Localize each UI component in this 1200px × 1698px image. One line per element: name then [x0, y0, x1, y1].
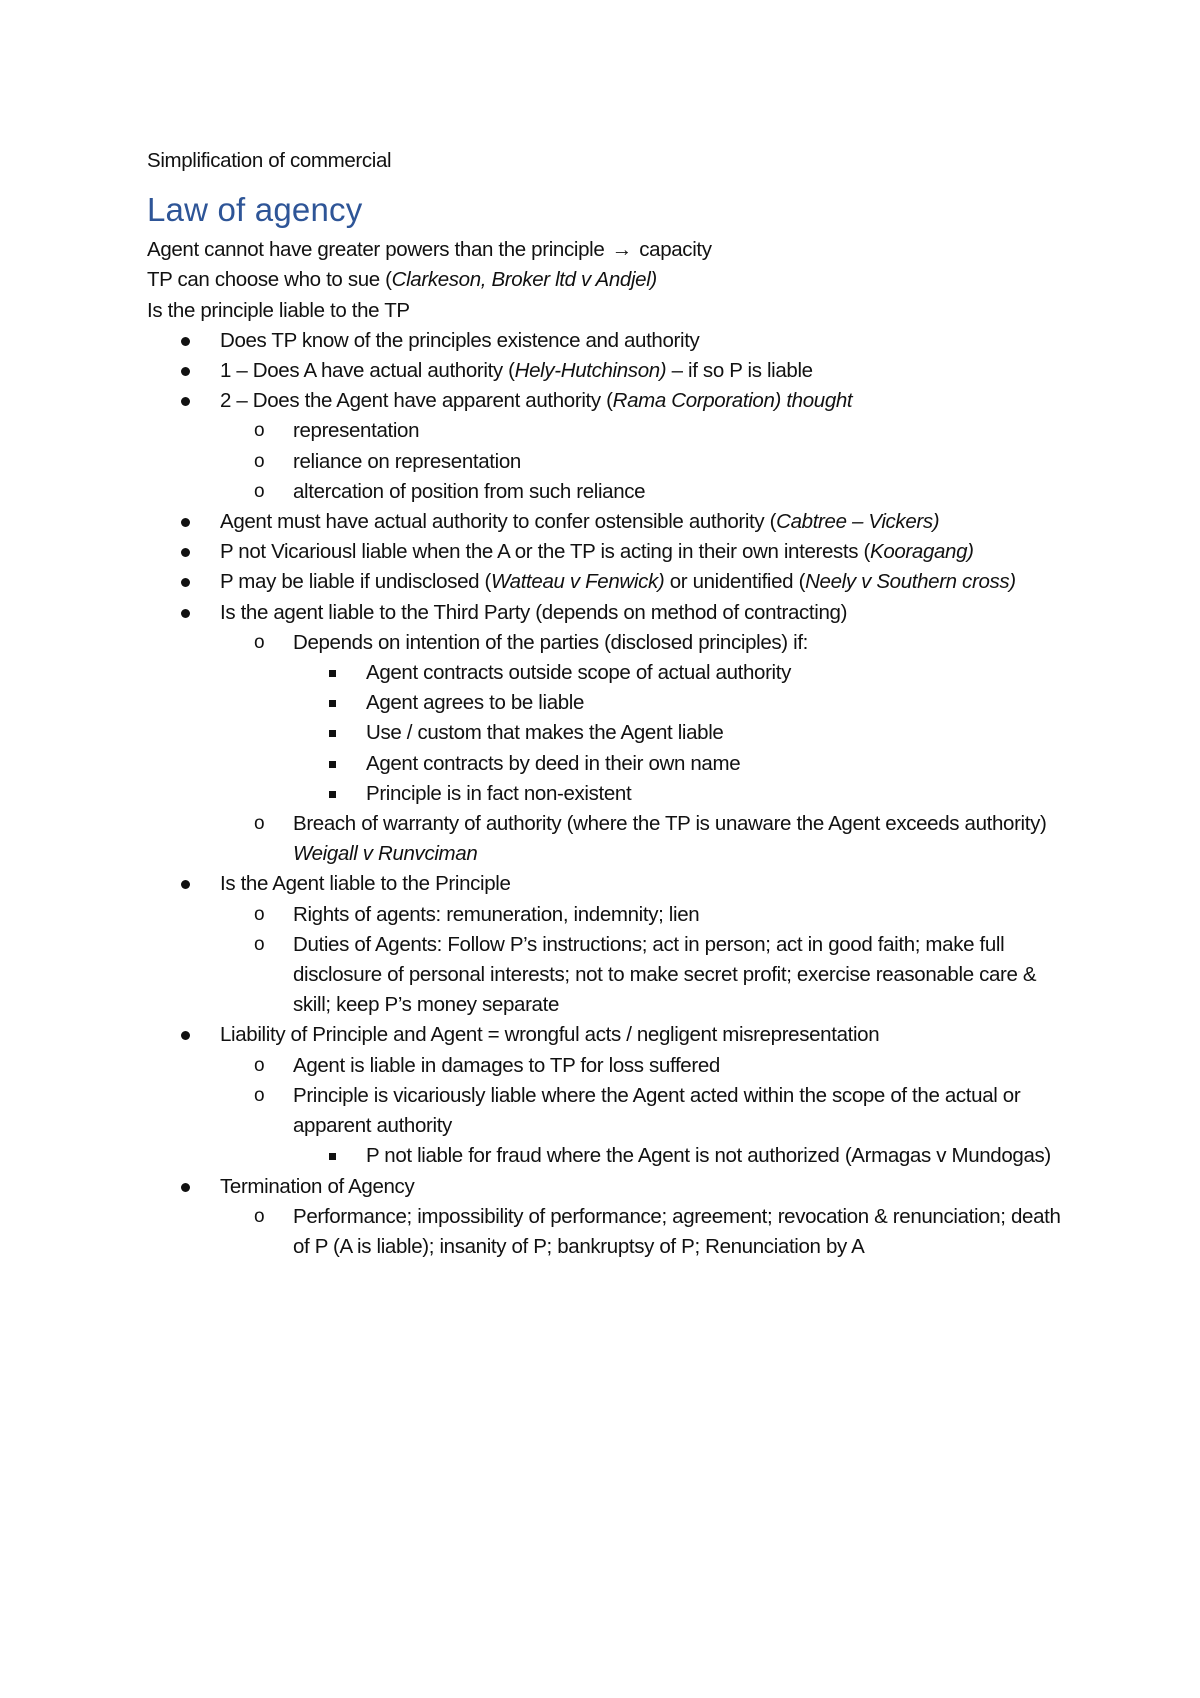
sub-list-item: [147, 628, 1067, 658]
list-item: [147, 507, 1067, 537]
capacity-line: [147, 235, 1067, 265]
sub-list-item: [147, 1051, 1067, 1081]
sub-sub-list-item: [147, 688, 1067, 718]
circle-bullet-icon: o: [254, 450, 265, 472]
item-text: P not Vicariousl liable when the A or the TP is acting in their own interests (: [220, 540, 870, 564]
item-text: Is the agent liable to the Third Party (depends on method of contracting): [220, 600, 848, 624]
bullet-icon: [181, 337, 190, 346]
item-text: Is the Agent liable to the Principle: [220, 872, 511, 896]
circle-bullet-icon: o: [254, 813, 265, 835]
item-text: – if so P is liable: [666, 359, 813, 383]
item-text: reliance on representation: [293, 449, 521, 473]
sub-list-item: [147, 1081, 1067, 1141]
case-citation: Cabtree – Vickers): [776, 510, 940, 534]
item-text: Depends on intention of the parties (disclosed principles) if:: [293, 630, 809, 654]
document-body: [147, 146, 1067, 1262]
item-text: Termination of Agency: [220, 1174, 415, 1198]
case-citation: Rama Corporation) thought: [612, 389, 853, 413]
sub-list-item: [147, 809, 1067, 869]
list-item: [147, 356, 1067, 386]
item-text: Does TP know of the principles existence and authority: [220, 328, 700, 352]
sub-sub-list-item: [147, 1141, 1067, 1171]
circle-bullet-icon: o: [254, 631, 265, 653]
document-subject: Simplification of commercial: [147, 149, 392, 172]
item-text: Liability of Principle and Agent = wrongful acts / negligent misrepresentation: [220, 1023, 880, 1047]
item-text: Agent contracts outside scope of actual authority: [366, 661, 792, 685]
square-bullet-icon: [329, 791, 336, 798]
bullet-icon: [181, 397, 190, 406]
sue-text: TP can choose who to sue (: [147, 268, 392, 292]
circle-bullet-icon: o: [254, 1054, 265, 1076]
case-citation: Neely v Southern cross): [805, 570, 1016, 594]
section-heading: Law of agency: [147, 191, 363, 229]
item-text: Use / custom that makes the Agent liable: [366, 721, 724, 745]
item-text: Breach of warranty of authority (where the TP is unaware the Agent exceeds authority): [293, 812, 1047, 836]
square-bullet-icon: [329, 761, 336, 768]
case-citation: Kooragang): [870, 540, 974, 564]
circle-bullet-icon: o: [254, 903, 265, 925]
square-bullet-icon: [329, 730, 336, 737]
bullet-icon: [181, 1031, 190, 1040]
item-text: Performance; impossibility of performance; agreement; revocation & renunciation; death of P (A is liable); insanity of P; bankruptsy of P; Renunciation by A: [293, 1204, 1061, 1258]
list-item: [147, 537, 1067, 567]
item-text: 2 – Does the Agent have apparent authority (: [220, 389, 613, 413]
capacity-text: Agent cannot have greater powers than the principle: [147, 238, 605, 262]
item-text: Principle is vicariously liable where the Agent acted within the scope of the actual or apparent authority: [293, 1083, 1021, 1138]
item-text: Agent must have actual authority to confer ostensible authority (: [220, 510, 777, 534]
sub-sub-list-item: [147, 749, 1067, 779]
sub-sub-list-item: [147, 658, 1067, 688]
capacity-result: capacity: [639, 238, 712, 262]
case-citation: Watteau v Fenwick): [491, 570, 665, 594]
list-item: [147, 567, 1067, 597]
question-line: Is the principle liable to the TP: [147, 298, 410, 322]
list-item: [147, 1172, 1067, 1202]
sue-line: [147, 265, 1067, 295]
circle-bullet-icon: o: [254, 933, 265, 955]
square-bullet-icon: [329, 670, 336, 677]
case-citation: Hely-Hutchinson): [514, 359, 667, 383]
bullet-icon: [181, 548, 190, 557]
item-text: altercation of position from such reliance: [293, 479, 646, 503]
sub-list-item: [147, 900, 1067, 930]
bullet-icon: [181, 578, 190, 587]
item-text: 1 – Does A have actual authority (: [220, 359, 515, 383]
list-item: [147, 598, 1067, 628]
sub-sub-list-item: [147, 779, 1067, 809]
sub-list-item: [147, 477, 1067, 507]
list-item: [147, 869, 1067, 899]
sub-list-item: [147, 416, 1067, 446]
bullet-icon: [181, 609, 190, 618]
item-text: Agent is liable in damages to TP for loss suffered: [293, 1053, 720, 1077]
item-text: representation: [293, 419, 420, 443]
arrow-right-icon: →: [611, 238, 632, 262]
item-text: Duties of Agents: Follow P’s instructions; act in person; act in good faith; make full disclosure of personal interests; not to make secret profit; exercise reasonable care & skill; keep P’s money separate: [293, 932, 1037, 1017]
item-text: or unidentified (: [664, 570, 806, 594]
item-text: Principle is in fact non-existent: [366, 781, 632, 805]
circle-bullet-icon: o: [254, 1084, 265, 1106]
sub-list-item: [147, 1202, 1067, 1262]
sub-list-item: [147, 930, 1067, 1021]
item-text: Rights of agents: remuneration, indemnity; lien: [293, 902, 700, 926]
circle-bullet-icon: o: [254, 1205, 265, 1227]
bullet-icon: [181, 1183, 190, 1192]
item-text: Agent contracts by deed in their own name: [366, 751, 741, 775]
item-text: P not liable for fraud where the Agent is not authorized (Armagas v Mundogas): [366, 1144, 1051, 1168]
list-item: [147, 326, 1067, 356]
item-text: Agent agrees to be liable: [366, 691, 585, 715]
case-citation: Weigall v Runvciman: [293, 842, 478, 866]
square-bullet-icon: [329, 1153, 336, 1160]
list-item: [147, 386, 1067, 416]
bullet-icon: [181, 367, 190, 376]
square-bullet-icon: [329, 700, 336, 707]
sub-list-item: [147, 447, 1067, 477]
circle-bullet-icon: o: [254, 420, 265, 442]
sub-sub-list-item: [147, 718, 1067, 748]
circle-bullet-icon: o: [254, 480, 265, 502]
item-text: P may be liable if undisclosed (: [220, 570, 492, 594]
list-item: [147, 1020, 1067, 1050]
bullet-icon: [181, 518, 190, 527]
case-citation: Clarkeson, Broker ltd v Andjel): [391, 268, 657, 292]
bullet-icon: [181, 880, 190, 889]
